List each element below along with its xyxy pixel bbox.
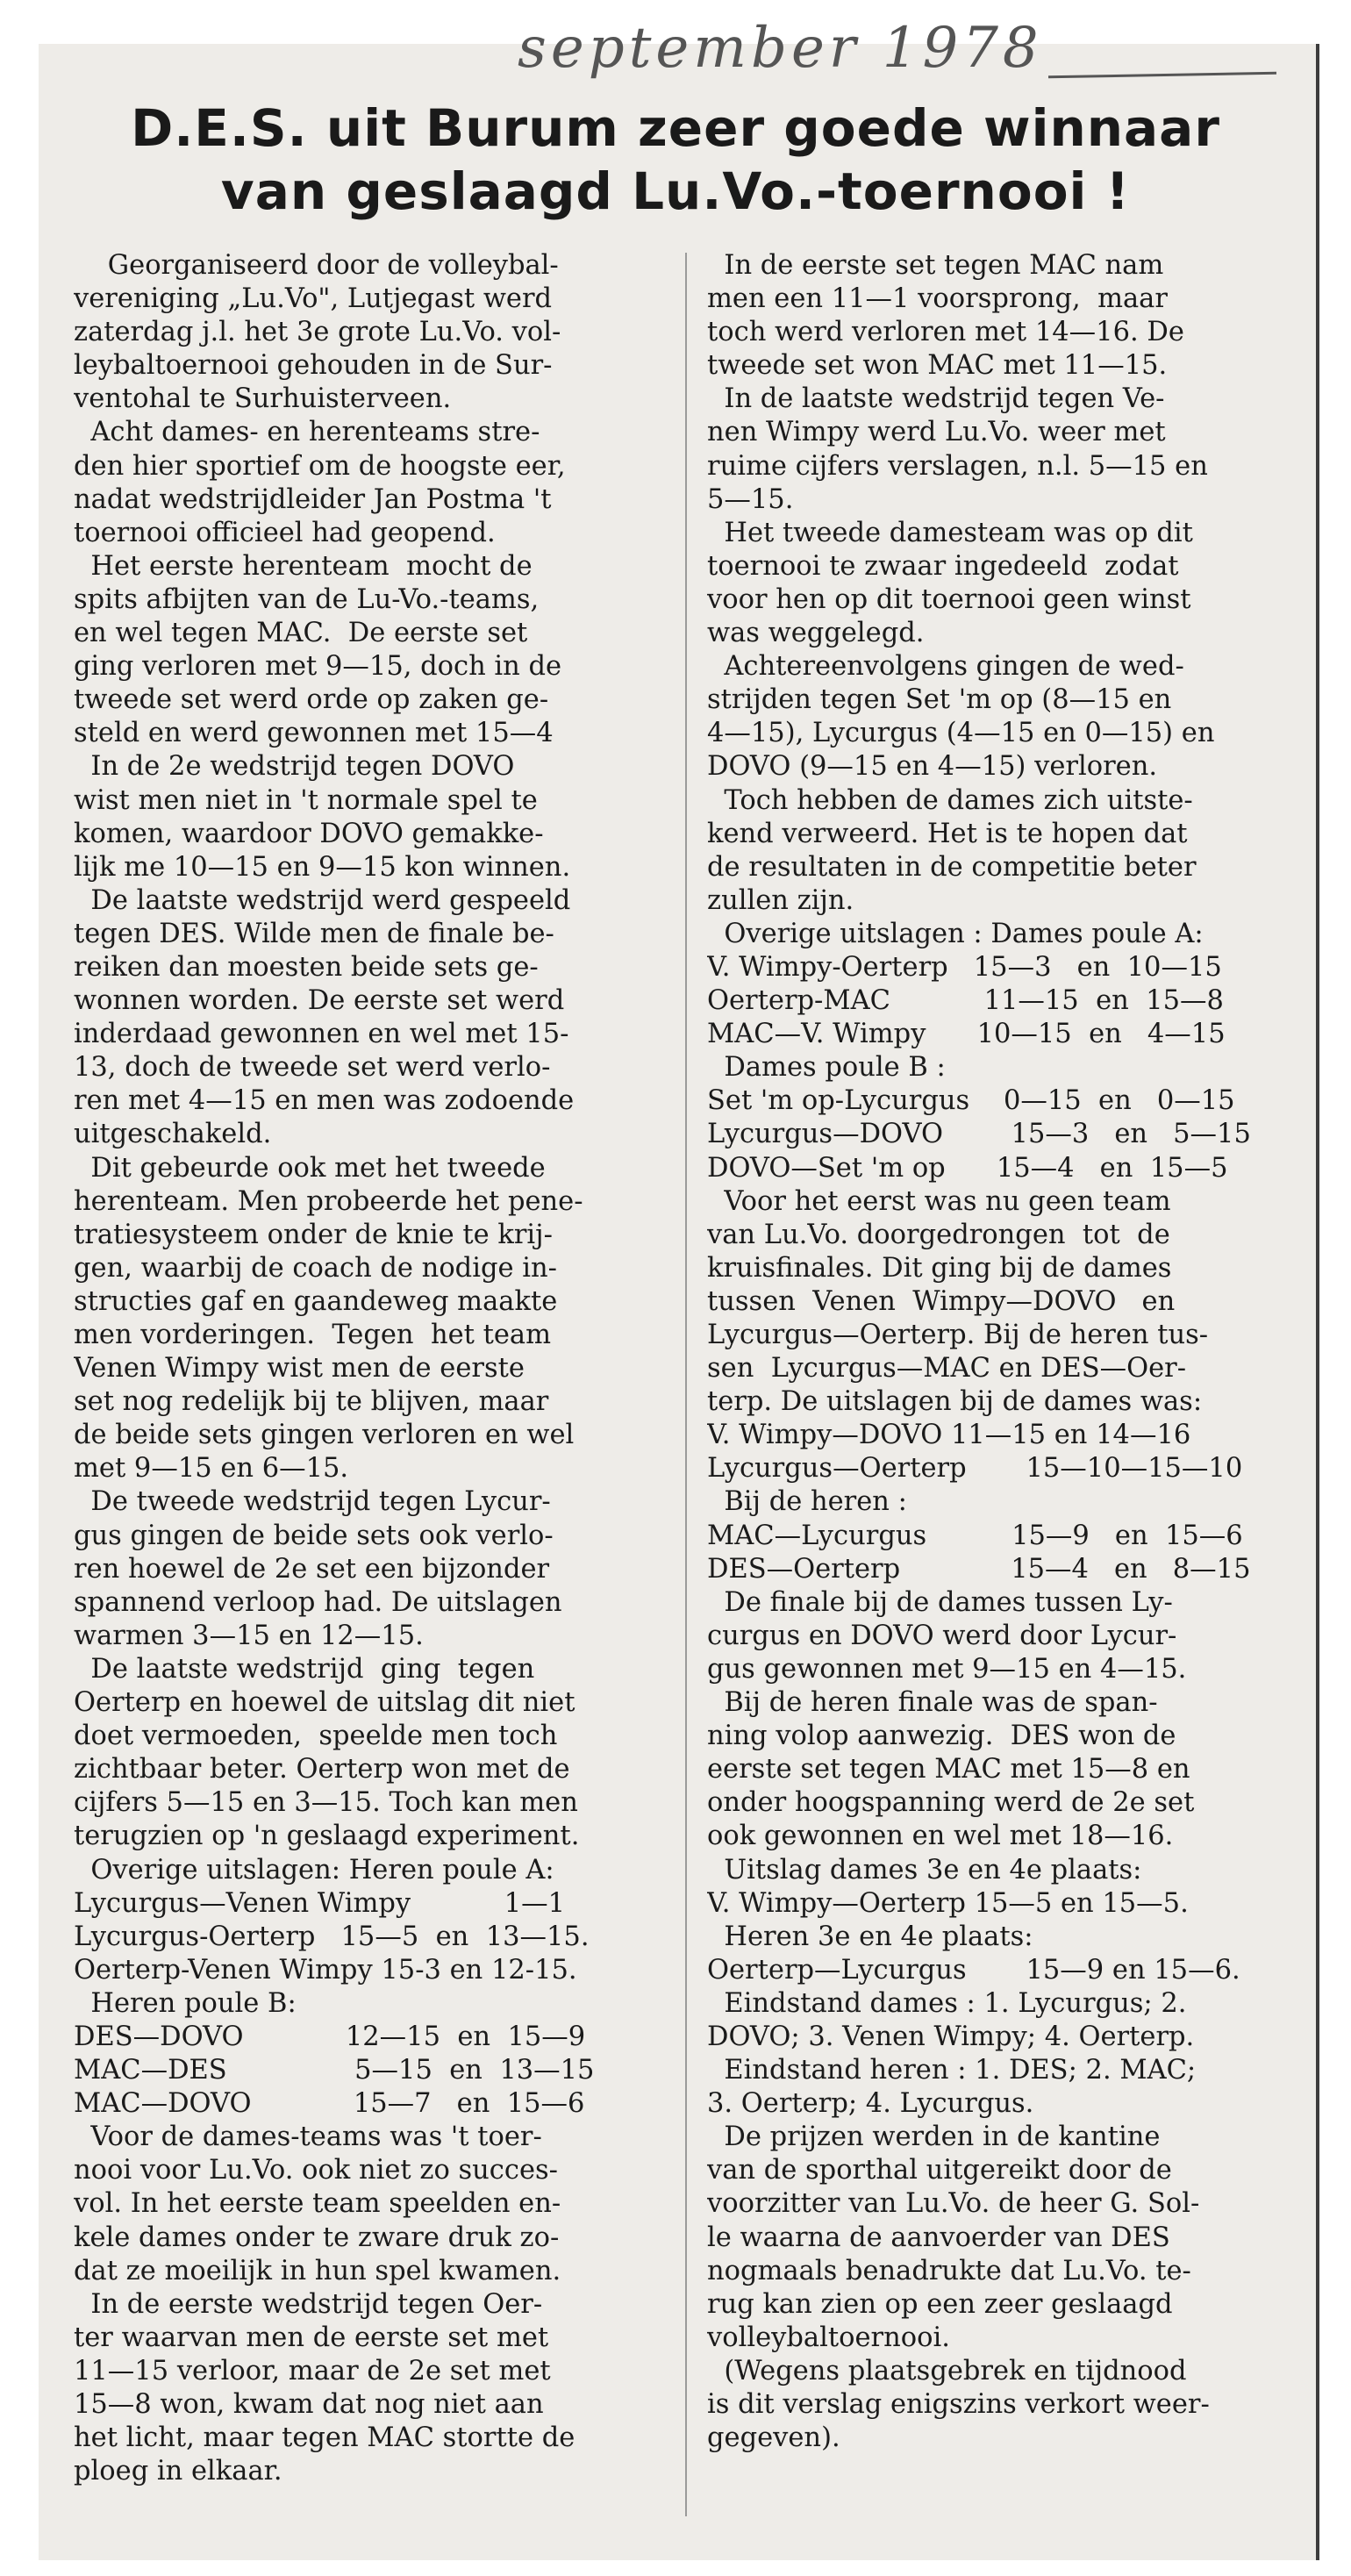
article-text-line: men een 11—1 voorsprong, maar <box>707 283 1168 315</box>
article-text-line: In de eerste wedstrijd tegen Oer- <box>74 2288 543 2320</box>
article-text-line: In de laatste wedstrijd tegen Ve- <box>707 383 1165 415</box>
article-text-line: terugzien op 'n geslaagd experiment. <box>74 1821 580 1852</box>
article-text-line: strijden tegen Set 'm op (8—15 en <box>707 684 1172 716</box>
article-text-line: warmen 3—15 en 12—15. <box>74 1620 424 1651</box>
article-text-line: gen, waarbij de coach de nodige in- <box>74 1252 557 1284</box>
article-text-line: kele dames onder te zware druk zo- <box>74 2222 560 2253</box>
article-text-line: cijfers 5—15 en 3—15. Toch kan men <box>74 1787 578 1819</box>
article-text-line: voorzitter van Lu.Vo. de heer G. Sol- <box>707 2188 1200 2220</box>
article-text-line: Voor het eerst was nu geen team <box>707 1185 1171 1217</box>
article-text-line: Achtereenvolgens gingen de wed- <box>707 651 1184 683</box>
article-text-line: volleybaltoernooi. <box>707 2322 950 2353</box>
article-text-line: 13, doch de tweede set werd verlo- <box>74 1052 551 1084</box>
article-text-line: 11—15 verloor, maar de 2e set met <box>74 2355 551 2386</box>
article-text-line: V. Wimpy—DOVO 11—15 en 14—16 <box>707 1420 1191 1451</box>
article-text-line: Lycurgus—Oerterp 15—10—15—10 <box>707 1453 1243 1485</box>
article-text-line: DOVO (9—15 en 4—15) verloren. <box>707 751 1158 783</box>
article-text-line: Lycurgus—Oerterp. Bij de heren tus- <box>707 1320 1209 1350</box>
article-text-line: Set 'm op-Lycurgus 0—15 en 0—15 <box>707 1085 1235 1117</box>
article-text-line: lijk me 10—15 en 9—15 kon winnen. <box>74 851 571 883</box>
article-text-line: vereniging „Lu.Vo", Lutjegast werd <box>74 283 553 315</box>
article-text-line: gus gewonnen met 9—15 en 4—15. <box>707 1653 1187 1685</box>
article-text-line: Eindstand dames : 1. Lycurgus; 2. <box>707 1987 1187 2019</box>
article-text-line: men vorderingen. Tegen het team <box>74 1320 552 1350</box>
article-text-line: MAC—V. Wimpy 10—15 en 4—15 <box>707 1019 1226 1050</box>
article-text-line: uitgeschakeld. <box>74 1119 272 1150</box>
article-text-line: zaterdag j.l. het 3e grote Lu.Vo. vol- <box>74 317 561 348</box>
article-text-line: nen Wimpy werd Lu.Vo. weer met <box>707 417 1166 448</box>
article-text-line: De finale bij de dames tussen Ly- <box>707 1586 1173 1618</box>
article-text-line: steld en werd gewonnen met 15—4 <box>74 718 554 749</box>
article-text-line: gegeven). <box>707 2422 840 2454</box>
article-text-line: herenteam. Men probeerde het pene- <box>74 1185 583 1217</box>
article-text-line: Het eerste herenteam mocht de <box>74 550 533 582</box>
article-text-line: Venen Wimpy wist men de eerste <box>74 1353 525 1385</box>
article-text-line: van de sporthal uitgereikt door de <box>707 2155 1172 2186</box>
article-text-line: De laatste wedstrijd ging tegen <box>74 1653 535 1685</box>
article-text-line: DES—Oerterp 15—4 en 8—15 <box>707 1553 1251 1585</box>
article-text-line: Acht dames- en herenteams stre- <box>74 417 540 448</box>
article-text-line: Lycurgus-Oerterp 15—5 en 13—15. <box>74 1921 590 1952</box>
article-text-line: kend verweerd. Het is te hopen dat <box>707 818 1188 849</box>
article-text-line: Dames poule B : <box>707 1052 946 1084</box>
article-text-line: de resultaten in de competitie beter <box>707 851 1197 883</box>
article-text-line: De tweede wedstrijd tegen Lycur- <box>74 1486 551 1518</box>
article-text-line: Oerterp en hoewel de uitslag dit niet <box>74 1687 575 1719</box>
article-text-line: MAC—Lycurgus 15—9 en 15—6 <box>707 1520 1243 1551</box>
article-text-line: toernooi te zwaar ingedeeld zodat <box>707 550 1179 582</box>
article-text-line: Oerterp-MAC 11—15 en 15—8 <box>707 985 1224 1017</box>
article-text-line: ruime cijfers verslagen, n.l. 5—15 en <box>707 450 1208 482</box>
article-text-line: tegen DES. Wilde men de finale be- <box>74 918 554 949</box>
article-text-line: (Wegens plaatsgebrek en tijdnood <box>707 2355 1187 2386</box>
article-text-line: Uitslag dames 3e en 4e plaats: <box>707 1854 1142 1885</box>
article-text-line: tussen Venen Wimpy—DOVO en <box>707 1285 1176 1317</box>
article-text-line: nadat wedstrijdleider Jan Postma 't <box>74 483 552 515</box>
article-text-line: kruisfinales. Dit ging bij de dames <box>707 1252 1172 1284</box>
article-text-line: le waarna de aanvoerder van DES <box>707 2222 1170 2253</box>
article-text-line: Heren poule B: <box>74 1987 297 2019</box>
handwritten-date: september 1978 <box>518 16 1043 81</box>
article-text-line: van Lu.Vo. doorgedrongen tot de <box>707 1219 1170 1250</box>
article-text-line: met 9—15 en 6—15. <box>74 1453 349 1485</box>
article-text-line: Oerterp-Venen Wimpy 15-3 en 12-15. <box>74 1954 577 1986</box>
article-text-line: reiken dan moesten beide sets ge- <box>74 951 539 983</box>
article-text-line: eerste set tegen MAC met 15—8 en <box>707 1754 1190 1785</box>
article-column-left <box>74 249 688 2488</box>
article-text-line: nooi voor Lu.Vo. ook niet zo succes- <box>74 2155 558 2186</box>
article-text-line: terp. De uitslagen bij de dames was: <box>707 1386 1203 1418</box>
article-text-line: was weggelegd. <box>707 618 925 649</box>
article-text-line: De prijzen werden in de kantine <box>707 2122 1161 2153</box>
article-text-line: spannend verloop had. De uitslagen <box>74 1586 562 1618</box>
article-text-line: Lycurgus—Venen Wimpy 1—1 <box>74 1887 566 1919</box>
article-text-line: Voor de dames-teams was 't toer- <box>74 2122 542 2153</box>
article-text-line: is dit verslag enigszins verkort weer- <box>707 2389 1210 2420</box>
article-text-line: structies gaf en gaandeweg maakte <box>74 1285 558 1317</box>
article-text-line: Bij de heren : <box>707 1486 907 1518</box>
article-text-line: ging verloren met 9—15, doch in de <box>74 651 562 683</box>
article-text-line: DOVO—Set 'm op 15—4 en 15—5 <box>707 1152 1228 1184</box>
article-text-line: ter waarvan men de eerste set met <box>74 2322 549 2353</box>
article-text-line: 5—15. <box>707 483 794 515</box>
article-text-line: tweede set won MAC met 11—15. <box>707 350 1168 382</box>
article-text-line: MAC—DOVO 15—7 en 15—6 <box>74 2088 585 2120</box>
article-text-line: MAC—DES 5—15 en 13—15 <box>74 2055 595 2086</box>
article-text-line: ploeg in elkaar. <box>74 2456 282 2487</box>
article-text-line: nogmaals benadrukte dat Lu.Vo. te- <box>707 2255 1191 2286</box>
article-text-line: den hier sportief om de hoogste eer, <box>74 450 566 482</box>
article-text-line: zichtbaar beter. Oerterp won met de <box>74 1754 570 1785</box>
article-headline <box>53 97 1298 223</box>
article-text-line: Lycurgus—DOVO 15—3 en 5—15 <box>707 1119 1251 1150</box>
article-text-line: vol. In het eerste team speelden en- <box>74 2188 561 2220</box>
article-text-line: In de eerste set tegen MAC nam <box>707 250 1164 281</box>
article-text-line: In de 2e wedstrijd tegen DOVO <box>74 751 515 783</box>
headline-line-1: D.E.S. uit Burum zeer goede winnaar <box>131 98 1220 158</box>
article-text-line: sen Lycurgus—MAC en DES—Oer- <box>707 1353 1187 1385</box>
article-text-line: toernooi officieel had geopend. <box>74 517 496 548</box>
article-text-line: gus gingen de beide sets ook verlo- <box>74 1520 554 1551</box>
headline-line-2: van geslaagd Lu.Vo.-toernooi ! <box>220 161 1131 221</box>
article-text-line: Het tweede damesteam was op dit <box>707 517 1193 548</box>
article-text-line: ook gewonnen en wel met 18—16. <box>707 1821 1174 1852</box>
article-text-line: zullen zijn. <box>707 884 854 916</box>
article-text-line: ning volop aanwezig. DES won de <box>707 1721 1176 1752</box>
article-text-line: leybaltoernooi gehouden in de Sur- <box>74 350 553 382</box>
article-text-line: Overige uitslagen: Heren poule A: <box>74 1854 554 1885</box>
article-text-line: V. Wimpy-Oerterp 15—3 en 10—15 <box>707 951 1222 983</box>
article-text-line: inderdaad gewonnen en wel met 15- <box>74 1019 569 1050</box>
article-text-line: onder hoogspanning werd de 2e set <box>707 1787 1195 1819</box>
article-text-line: 3. Oerterp; 4. Lycurgus. <box>707 2088 1034 2120</box>
article-column-right <box>707 249 1321 2455</box>
article-text-line: toch werd verloren met 14—16. De <box>707 317 1184 348</box>
article-text-line: ren met 4—15 en men was zodoende <box>74 1085 575 1117</box>
article-text-line: spits afbijten van de Lu-Vo.-teams, <box>74 583 540 615</box>
article-text-line: dat ze moeilijk in hun spel kwamen. <box>74 2255 561 2286</box>
article-text-line: ren hoewel de 2e set een bijzonder <box>74 1553 550 1585</box>
article-text-line: DOVO; 3. Venen Wimpy; 4. Oerterp. <box>707 2021 1195 2052</box>
article-text-line: tratiesysteem onder de knie te krij- <box>74 1219 553 1250</box>
article-text-line: komen, waardoor DOVO gemakke- <box>74 818 544 849</box>
article-text-line: Bij de heren finale was de span- <box>707 1687 1158 1719</box>
article-text-line: wist men niet in 't normale spel te <box>74 784 538 816</box>
article-text-line: V. Wimpy—Oerterp 15—5 en 15—5. <box>707 1887 1189 1919</box>
article-text-line: set nog redelijk bij te blijven, maar <box>74 1386 549 1418</box>
article-text-line: tweede set werd orde op zaken ge- <box>74 684 549 716</box>
article-text-line: Overige uitslagen : Dames poule A: <box>707 918 1204 949</box>
article-text-line: Georganiseerd door de volleybal- <box>74 250 559 281</box>
article-text-line: curgus en DOVO werd door Lycur- <box>707 1620 1177 1651</box>
article-text-line: Dit gebeurde ook met het tweede <box>74 1152 546 1184</box>
article-text-line: 4—15), Lycurgus (4—15 en 0—15) en <box>707 718 1215 749</box>
article-text-line: 15—8 won, kwam dat nog niet aan <box>74 2389 544 2420</box>
article-text-line: Oerterp—Lycurgus 15—9 en 15—6. <box>707 1954 1240 1986</box>
article-text-line: en wel tegen MAC. De eerste set <box>74 618 528 649</box>
article-text-line: het licht, maar tegen MAC stortte de <box>74 2422 575 2454</box>
article-text-line: doet vermoeden, speelde men toch <box>74 1721 558 1752</box>
article-text-line: ventohal te Surhuisterveen. <box>74 383 452 415</box>
article-text-line: Toch hebben de dames zich uitste- <box>707 784 1193 816</box>
article-text-line: rug kan zien op een zeer geslaagd <box>707 2288 1173 2320</box>
article-text-line: De laatste wedstrijd werd gespeeld <box>74 884 571 916</box>
article-text-line: DES—DOVO 12—15 en 15—9 <box>74 2021 586 2052</box>
article-text-line: Heren 3e en 4e plaats: <box>707 1921 1033 1952</box>
article-text-line: Eindstand heren : 1. DES; 2. MAC; <box>707 2055 1197 2086</box>
article-text-line: voor hen op dit toernooi geen winst <box>707 583 1191 615</box>
article-text-line: wonnen worden. De eerste set werd <box>74 985 565 1017</box>
article-text-line: de beide sets gingen verloren en wel <box>74 1420 575 1451</box>
